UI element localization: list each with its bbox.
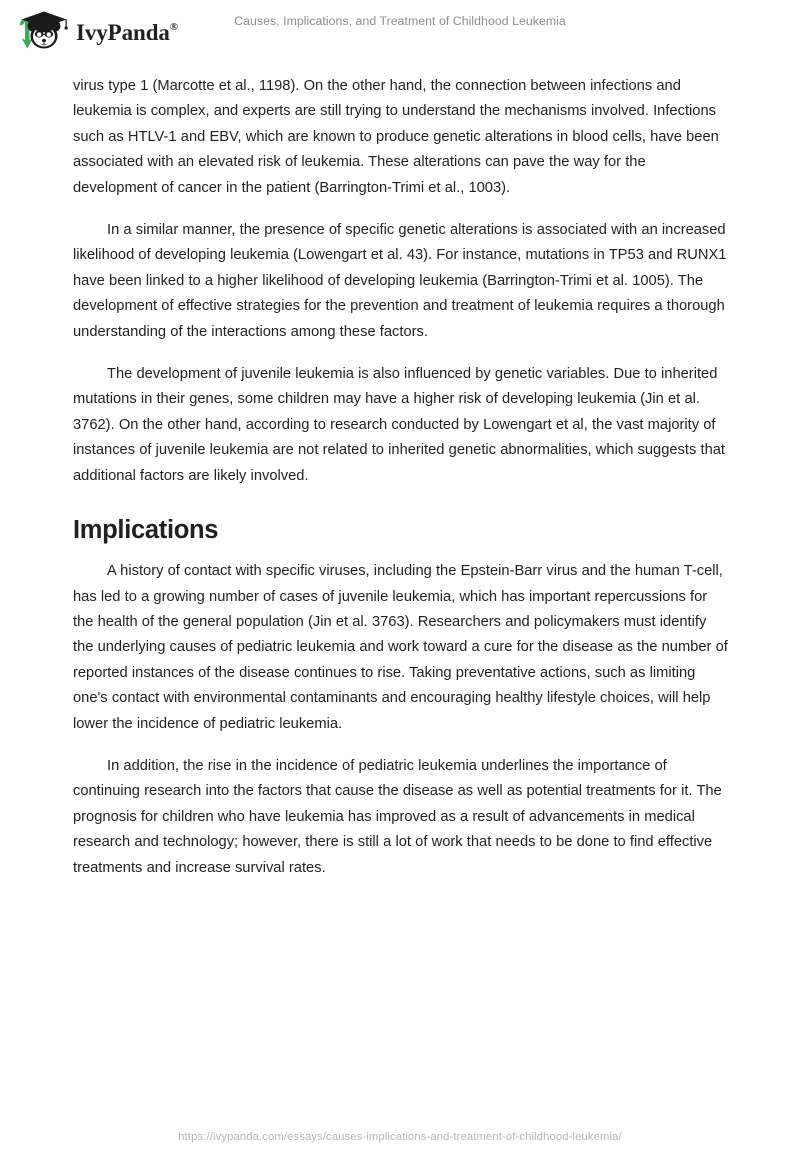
section-heading-implications: Implications xyxy=(73,516,219,545)
page-title: Causes, Implications, and Treatment of Childhood Leukemia xyxy=(234,14,566,28)
registered-trademark-icon: ® xyxy=(169,20,178,33)
paragraph-4: A history of contact with specific viruses, including the Epstein-Barr virus and the human T-cell, has led to a growing number of cases of juvenile leukemia, which has important repercussions for the health of the general population (Jin et al. 3763). Researchers and policymakers must identify the underlying causes of pediatric leukemia and work toward a cure for the disease as the number of reported instances of the disease continues to rise. Taking preventative actions, such as limiting one's contact with environmental contaminants and encouraging healthy lifestyle choices, will help lower the incidence of pediatric leukemia. xyxy=(73,563,728,732)
brand-name-text: IvyPanda xyxy=(76,19,170,45)
paragraph-2: In a similar manner, the presence of specific genetic alterations is associated with an increased likelihood of developing leukemia (Lowengart et al. 43). For instance, mutations in TP53 and RUNX1 have been linked to a higher likelihood of developing leukemia (Barrington-Trimi et al. 1005). The development of effective strategies for the prevention and treatment of leukemia requires a thorough understanding of the interactions among these factors. xyxy=(73,222,727,340)
page-footer xyxy=(0,1114,800,1160)
paragraph-5: In addition, the rise in the incidence of pediatric leukemia underlines the importance of continuing research into the factors that cause the disease as well as potential treatments for it. The prognosis for children who have leukemia has improved as a result of advancements in medical research and technology; however, there is still a lot of work that needs to be done to find effective treatments and increase survival rates. xyxy=(73,757,722,876)
page-header xyxy=(0,0,800,62)
source-url-link[interactable]: https://ivypanda.com/essays/causes-implications-and-treatment-of-childhood-leukemia/ xyxy=(178,1131,622,1143)
paragraph-1: virus type 1 (Marcotte et al., 1198). On the other hand, the connection between infections and leukemia is complex, and experts are still trying to understand the mechanisms involved. Infections such as HTLV-1 and EBV, which are known to produce genetic alterations in blood cells, have been associated with an elevated risk of leukemia. These alterations can pave the way for the development of cancer in the patient (Barrington-Trimi et al., 1003). xyxy=(73,78,719,196)
paragraph-3: The development of juvenile leukemia is also influenced by genetic variables. Due to inherited mutations in their genes, some children may have a higher risk of developing leukemia (Jin et al. 3762). On the other hand, according to research conducted by Lowengart et al, the vast majority of instances of juvenile leukemia are not related to inherited genetic abnormalities, which suggests that additional factors are likely involved. xyxy=(73,366,726,484)
document-body xyxy=(73,74,729,898)
